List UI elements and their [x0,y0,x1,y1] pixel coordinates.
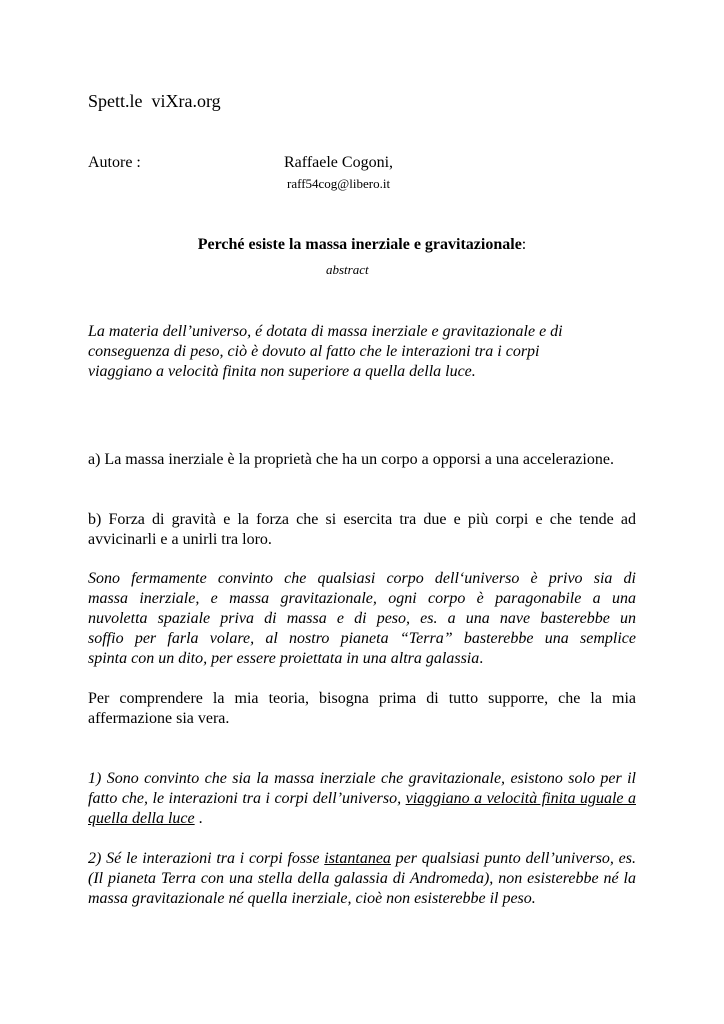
conviction-paragraph [88,569,636,669]
point-2 [88,849,636,909]
point-1-text: 1) Sono convinto che sia la massa inerziale che gravitazionale, esistono solo per il fatto che, le interazioni tra i corpi dell’universo, [88,770,636,807]
point-1 [88,769,636,829]
addressee: Spett.le viXra.org [88,91,221,111]
point-2-text: 2) Sé le interazioni tra i corpi fosse [88,850,325,867]
point-1-end: . [194,810,203,827]
conviction-line: nuvoletta spaziale priva di massa e di peso, es. a una nave basterebbe un [88,610,636,627]
abstract-label: abstract [326,262,369,277]
point-2-rest: per qualsiasi punto dell’universo, es. (Il pianeta Terra con una stella della galassia di Andromeda), non esisterebbe né la massa gravitazionale né quella inerziale, cioè non esisterebbe il peso. [88,850,637,907]
conviction-period: . [479,650,484,667]
conviction-line [88,649,636,669]
conviction-line: soffio per farla volare, al nostro pianeta “Terra” basterebbe una semplice [88,630,636,647]
abstract-line: La materia dell’universo, é dotata di massa inerziale e gravitazionale e di [88,323,563,340]
theory-intro: Per comprendere la mia teoria, bisogna prima di tutto supporre, che la mia affermazione sia vera. [88,690,636,727]
abstract-line: viaggiano a velocità finita non superiore a quella della luce. [88,363,476,380]
title-colon: : [521,236,527,253]
author-email: raff54cog@libero.it [287,176,391,191]
point-1-underlined: viaggiano a velocità finita uguale a quella della luce [88,790,636,827]
abstract-paragraph [88,322,608,382]
point-2-underlined: istantanea [324,850,391,867]
author-label: Autore : [88,154,141,171]
conviction-line-text: spinta con un dito, per essere proiettata in una altra galassia [88,650,480,667]
title-main: Perché esiste la massa inerziale e gravitazionale [197,236,522,253]
abstract-line: conseguenza di peso, ciò è dovuto al fatto che le interazioni tra i corpi [88,343,540,360]
author-name: Raffaele Cogoni, [284,154,394,171]
conviction-line: Sono fermamente convinto che qualsiasi corpo dell‘universo è privo sia di [88,570,636,587]
document-title [0,235,724,255]
definition-a: a) La massa inerziale è la proprietà che ha un corpo a opporsi a una accelerazione. [88,451,614,468]
conviction-line: massa inerziale, e massa gravitazionale, ogni corpo è paragonabile a una [88,590,636,607]
definition-b: b) Forza di gravità e la forza che si esercita tra due e più corpi e che tende ad avvicinarli e a unirli tra loro. [88,511,636,548]
